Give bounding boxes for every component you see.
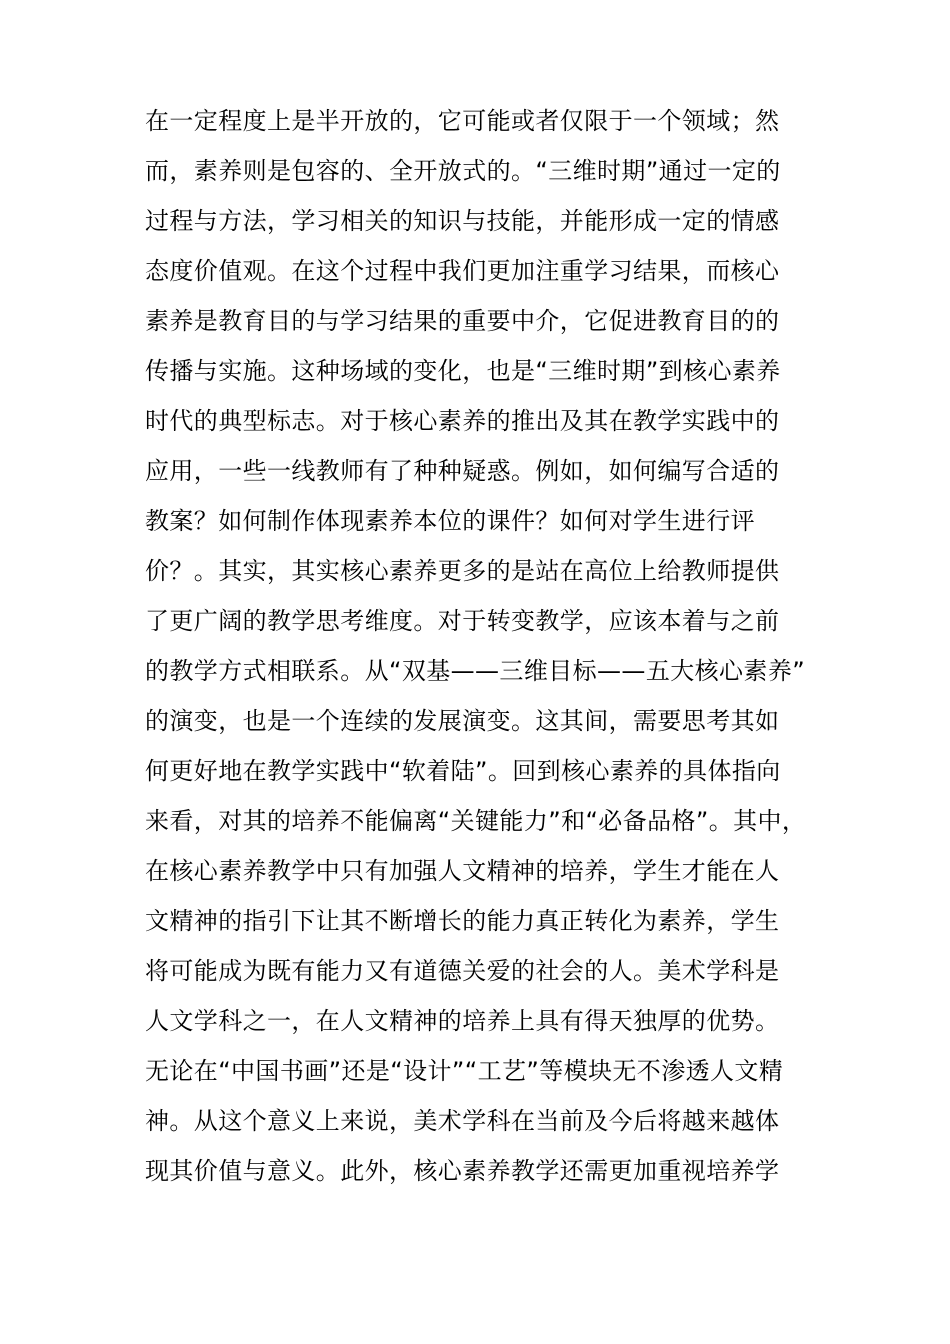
text-line: 文精神的指引下让其不断增长的能力真正转化为素养，学生 — [145, 907, 780, 935]
text-line: 过程与方法，学习相关的知识与技能，并能形成一定的情感 — [145, 207, 780, 235]
text-line: 应用，一些一线教师有了种种疑惑。例如，如何编写合适的 — [145, 457, 780, 485]
text-line: 教案？如何制作体现素养本位的课件？如何对学生进行评 — [145, 507, 755, 535]
text-line: 时代的典型标志。对于核心素养的推出及其在教学实践中的 — [145, 407, 780, 435]
text-line: 将可能成为既有能力又有道德关爱的社会的人。美术学科是 — [145, 957, 780, 985]
text-line: 而，素养则是包容的、全开放式的。“三维时期”通过一定的 — [145, 157, 781, 185]
text-line: 价？。其实，其实核心素养更多的是站在高位上给教师提供 — [145, 557, 780, 585]
text-line: 素养是教育目的与学习结果的重要中介，它促进教育目的的 — [145, 307, 780, 335]
text-line: 何更好地在教学实践中“软着陆”。回到核心素养的具体指向 — [145, 757, 781, 785]
text-line: 在一定程度上是半开放的，它可能或者仅限于一个领域；然 — [145, 107, 780, 135]
text-line: 的演变，也是一个连续的发展演变。这其间，需要思考其如 — [145, 707, 780, 735]
text-line: 人文学科之一，在人文精神的培养上具有得天独厚的优势。 — [145, 1007, 780, 1035]
text-line: 无论在“中国书画”还是“设计”“工艺”等模块无不渗透人文精 — [145, 1057, 784, 1085]
text-line: 神。从这个意义上来说，美术学科在当前及今后将越来越体 — [145, 1107, 780, 1135]
text-line: 来看，对其的培养不能偏离“关键能力”和“必备品格”。其中， — [145, 807, 807, 835]
text-line: 现其价值与意义。此外，核心素养教学还需更加重视培养学 — [145, 1157, 780, 1185]
text-line: 态度价值观。在这个过程中我们更加注重学习结果，而核心 — [145, 257, 780, 285]
body-text — [145, 96, 815, 1196]
text-line: 传播与实施。这种场域的变化，也是“三维时期”到核心素养 — [145, 357, 781, 385]
text-line: 在核心素养教学中只有加强人文精神的培养，学生才能在人 — [145, 857, 780, 885]
text-line: 了更广阔的教学思考维度。对于转变教学，应该本着与之前 — [145, 607, 780, 635]
text-line: 的教学方式相联系。从“双基——三维目标——五大核心素养” — [145, 657, 806, 685]
